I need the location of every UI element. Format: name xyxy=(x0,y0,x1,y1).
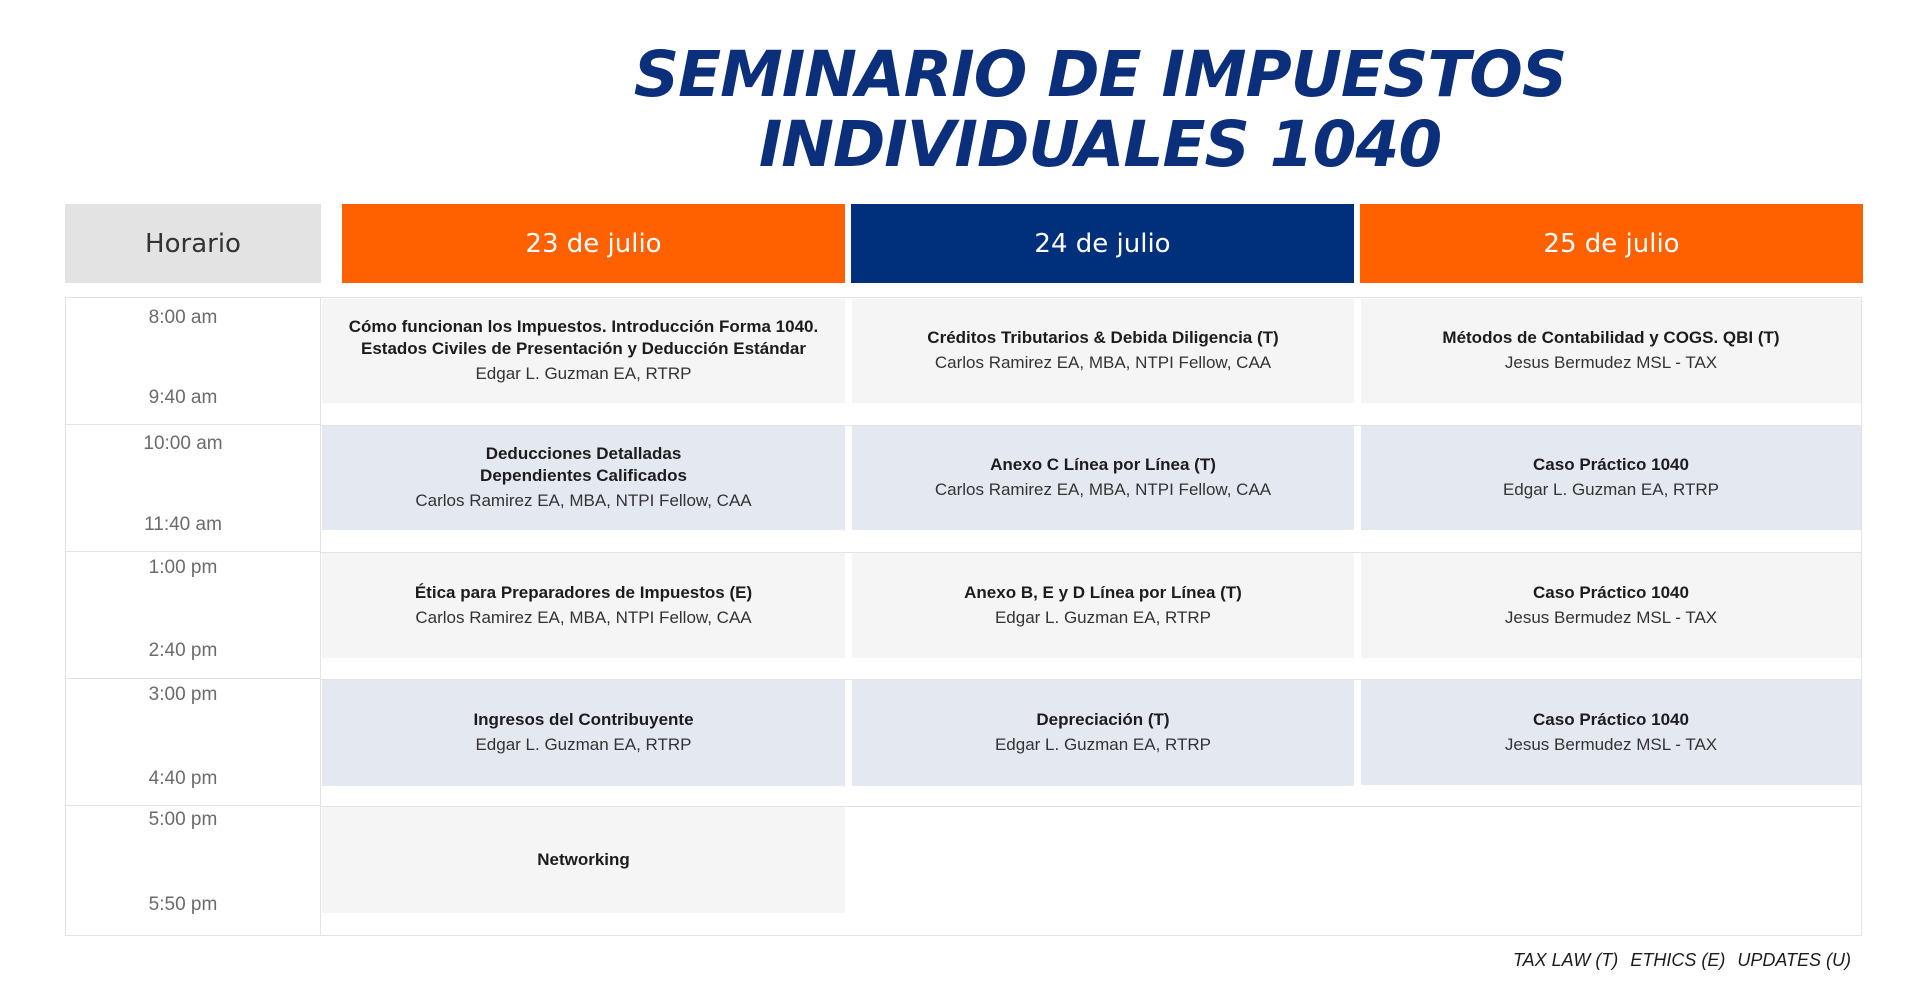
session-cell xyxy=(322,299,845,403)
time-row-1 xyxy=(65,297,321,425)
session-speaker: Carlos Ramirez EA, MBA, NTPI Fellow, CAA xyxy=(934,353,1272,372)
time-row-3 xyxy=(65,552,321,679)
time-row-4 xyxy=(65,679,321,806)
session-title: Depreciación (T) xyxy=(1036,710,1170,729)
session-title: Estados Civiles de Presentación y Deducción Estándar xyxy=(361,339,806,358)
session-speaker: Jesus Bermudez MSL - TAX xyxy=(1504,734,1718,754)
session-speaker: Edgar L. Guzman EA, RTRP xyxy=(1502,480,1720,499)
time-end: 11:40 am xyxy=(144,514,222,535)
page-title xyxy=(520,40,1680,180)
legend-updates: UPDATES (U) xyxy=(1737,950,1851,970)
time-start: 3:00 pm xyxy=(148,684,218,705)
horario-header: Horario xyxy=(65,204,321,283)
session-cell xyxy=(1361,553,1861,658)
title-line-2: INDIVIDUALES 1040 xyxy=(758,108,1442,181)
session-speaker: Jesus Bermudez MSL - TAX xyxy=(1504,353,1718,372)
time-start: 1:00 pm xyxy=(148,557,218,578)
session-title: Dependientes Calificados xyxy=(480,466,687,485)
time-end: 5:50 pm xyxy=(148,894,218,915)
legend xyxy=(1513,950,1851,971)
time-end: 2:40 pm xyxy=(148,640,218,661)
session-title: Métodos de Contabilidad y COGS. QBI (T) xyxy=(1442,328,1780,347)
session-title: Caso Práctico 1040 xyxy=(1533,582,1689,602)
session-speaker: Edgar L. Guzman EA, RTRP xyxy=(475,364,692,383)
time-start: 5:00 pm xyxy=(148,809,218,830)
day-header-2: 24 de julio xyxy=(851,204,1354,283)
session-title: Anexo C Línea por Línea (T) xyxy=(990,455,1216,474)
session-speaker: Carlos Ramirez EA, MBA, NTPI Fellow, CAA xyxy=(415,607,752,627)
day-header-3: 25 de julio xyxy=(1360,204,1863,283)
session-cell xyxy=(852,553,1354,658)
session-speaker: Carlos Ramirez EA, MBA, NTPI Fellow, CAA xyxy=(415,491,752,510)
session-cell xyxy=(322,680,845,786)
time-end: 4:40 pm xyxy=(148,768,218,789)
session-title: Caso Práctico 1040 xyxy=(1533,455,1689,474)
title-line-1: SEMINARIO DE IMPUESTOS xyxy=(633,38,1567,111)
time-row-5 xyxy=(65,806,321,936)
session-cell xyxy=(322,807,845,913)
session-speaker: Carlos Ramirez EA, MBA, NTPI Fellow, CAA xyxy=(934,480,1272,499)
session-cell xyxy=(852,299,1354,403)
session-title: Créditos Tributarios & Debida Diligencia (T) xyxy=(927,328,1279,347)
legend-ethics: ETHICS (E) xyxy=(1630,950,1726,970)
session-title: Cómo funcionan los Impuestos. Introducción Forma 1040. xyxy=(348,317,819,336)
session-title: Networking xyxy=(537,850,630,869)
time-start: 10:00 am xyxy=(143,433,223,454)
session-speaker: Edgar L. Guzman EA, RTRP xyxy=(994,607,1212,627)
session-title: Ingresos del Contribuyente xyxy=(473,710,694,729)
session-title: Anexo B, E y D Línea por Línea (T) xyxy=(964,582,1242,602)
session-speaker: Jesus Bermudez MSL - TAX xyxy=(1504,607,1718,627)
session-cell xyxy=(1361,299,1861,403)
session-cell xyxy=(852,426,1354,530)
session-title: Ética para Preparadores de Impuestos (E) xyxy=(414,582,753,602)
session-title: Caso Práctico 1040 xyxy=(1533,709,1689,729)
session-cell xyxy=(322,553,845,658)
session-speaker: Edgar L. Guzman EA, RTRP xyxy=(475,735,692,754)
session-cell xyxy=(322,426,845,530)
legend-tax-law: TAX LAW (T) xyxy=(1512,950,1619,970)
time-end: 9:40 am xyxy=(148,387,218,408)
time-start: 8:00 am xyxy=(148,307,218,328)
session-cell xyxy=(1361,680,1861,785)
session-cell xyxy=(1361,426,1861,530)
day-header-1: 23 de julio xyxy=(342,204,845,283)
session-title: Deducciones Detalladas xyxy=(485,444,682,463)
time-row-2 xyxy=(65,425,321,552)
session-speaker: Edgar L. Guzman EA, RTRP xyxy=(994,735,1212,754)
session-cell xyxy=(852,680,1354,786)
